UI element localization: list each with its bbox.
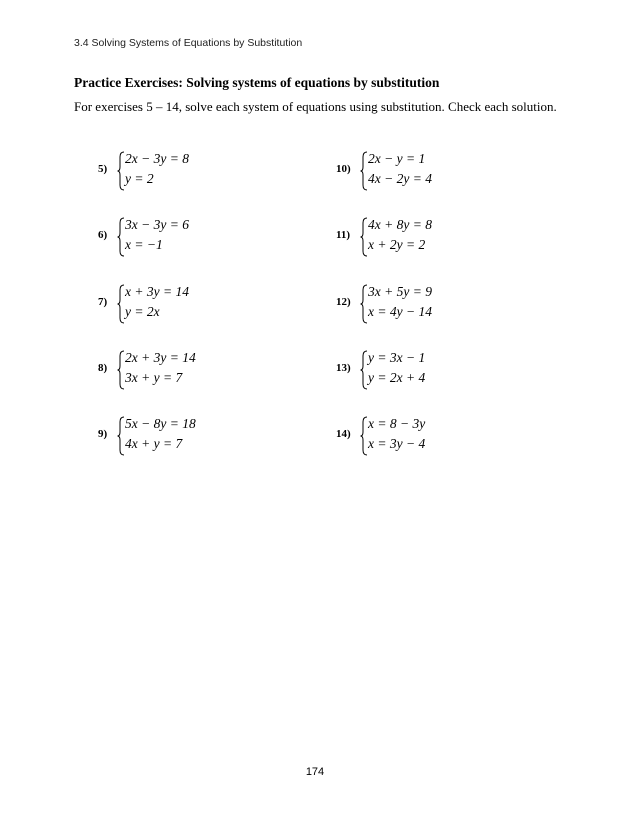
problem-number: 6) <box>98 229 108 241</box>
equation-2: x = −1 <box>125 237 163 252</box>
instructions: For exercises 5 – 14, solve each system of equations using substitution. Check each solution. <box>74 99 557 114</box>
equation-1: 3x + 5y = 9 <box>368 284 432 299</box>
brace-icon <box>360 284 368 324</box>
problem-number: 11) <box>336 229 351 241</box>
equation-2: 3x + y = 7 <box>125 370 183 385</box>
brace-icon <box>117 350 125 390</box>
equation-1: 5x − 8y = 18 <box>125 416 196 431</box>
problem-number: 13) <box>336 362 351 374</box>
equation-1: 4x + 8y = 8 <box>368 217 432 232</box>
problem-number: 10) <box>336 163 351 175</box>
equation-2: y = 2x <box>125 304 160 319</box>
problem-number: 12) <box>336 296 351 308</box>
equation-1: 2x − y = 1 <box>368 151 426 166</box>
equation-1: 2x − 3y = 8 <box>125 151 189 166</box>
equation-2: y = 2x + 4 <box>368 370 426 385</box>
equation-2: y = 2 <box>125 171 154 186</box>
running-head: 3.4 Solving Systems of Equations by Substitution <box>74 37 303 49</box>
brace-icon <box>117 217 125 257</box>
problem-number: 14) <box>336 428 351 440</box>
problem-number: 9) <box>98 428 108 440</box>
page-number: 174 <box>305 766 325 778</box>
problem-number: 8) <box>98 362 108 374</box>
equation-1: 2x + 3y = 14 <box>125 350 196 365</box>
equation-2: 4x − 2y = 4 <box>368 171 432 186</box>
problem-number: 5) <box>98 163 108 175</box>
brace-icon <box>117 151 125 191</box>
problem-number: 7) <box>98 296 108 308</box>
equation-2: x = 3y − 4 <box>368 436 426 451</box>
equation-1: x = 8 − 3y <box>368 416 426 431</box>
brace-icon <box>117 416 125 456</box>
equation-1: x + 3y = 14 <box>125 284 189 299</box>
brace-icon <box>117 284 125 324</box>
equation-2: x + 2y = 2 <box>368 237 426 252</box>
equation-1: 3x − 3y = 6 <box>125 217 189 232</box>
brace-icon <box>360 350 368 390</box>
section-title: Practice Exercises: Solving systems of equations by substitution <box>74 75 440 90</box>
equation-1: y = 3x − 1 <box>368 350 426 365</box>
equation-2: 4x + y = 7 <box>125 436 183 451</box>
equation-2: x = 4y − 14 <box>368 304 432 319</box>
brace-icon <box>360 217 368 257</box>
brace-icon <box>360 151 368 191</box>
brace-icon <box>360 416 368 456</box>
